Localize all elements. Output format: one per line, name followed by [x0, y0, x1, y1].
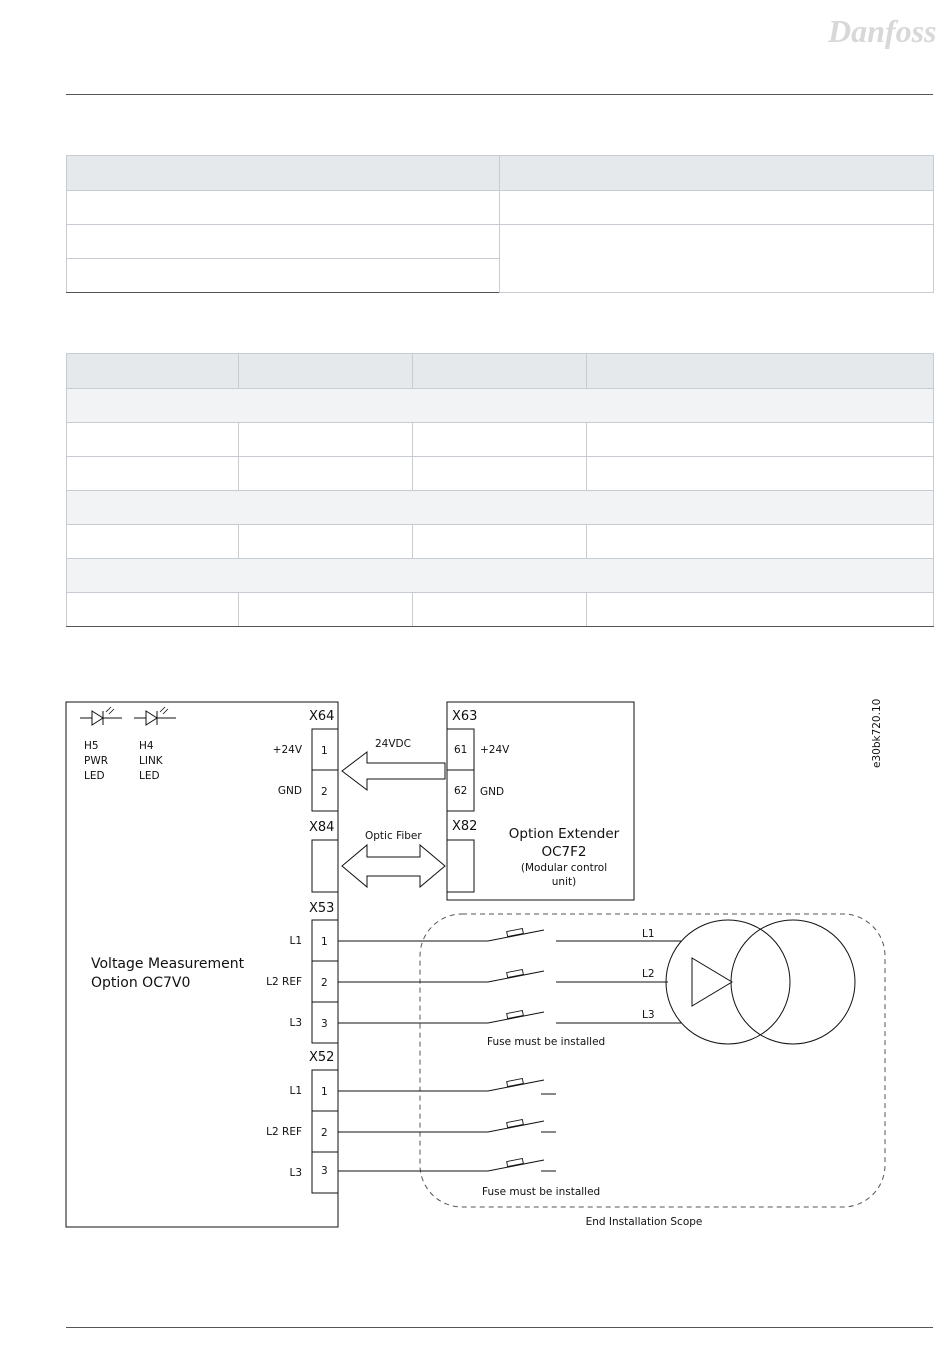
- x84-label: X84: [309, 820, 335, 835]
- x63-label: X63: [452, 709, 478, 724]
- x52-pin-2-signal: L2 REF: [266, 1126, 302, 1138]
- footer-rule: [66, 1327, 933, 1328]
- transformer-icon: [666, 920, 855, 1044]
- led-h5-id: H5: [84, 740, 99, 752]
- x52-pin-1-num: 1: [321, 1086, 328, 1098]
- x53-pin-1-signal: L1: [289, 935, 302, 947]
- x82-fiber-port: [447, 840, 474, 892]
- led-h4-kind: LED: [139, 770, 160, 782]
- led-h5-icon: [80, 707, 122, 725]
- transformer-line-l2: L2: [642, 968, 655, 980]
- scope-label: End Installation Scope: [585, 1216, 703, 1228]
- vm-module-title-line1: Voltage Measurement: [91, 956, 245, 972]
- optic-fiber-arrow-icon: [342, 845, 445, 887]
- x84-fiber-port: [312, 840, 338, 892]
- led-h4-id: H4: [139, 740, 154, 752]
- vm-module-title-line2: Option OC7V0: [91, 975, 191, 991]
- x53-pin-3-signal: L3: [289, 1017, 302, 1029]
- transformer-line-l3: L3: [642, 1009, 655, 1021]
- led-h5-kind: LED: [84, 770, 105, 782]
- x63-pin-61-signal: +24V: [480, 744, 510, 756]
- led-h4-name: LINK: [139, 755, 163, 767]
- x53-pin-2-signal: L2 REF: [266, 976, 302, 988]
- end-installation-scope: [420, 914, 885, 1207]
- extender-title-line1: Option Extender: [508, 826, 620, 842]
- x53-pin-1-num: 1: [321, 936, 328, 948]
- extender-title-line4: unit): [551, 876, 577, 888]
- power-arrow-label: 24VDC: [375, 738, 411, 750]
- x53-wiring: [338, 929, 681, 1023]
- extender-title-line3: (Modular control: [520, 862, 608, 874]
- x82-label: X82: [452, 819, 478, 834]
- x53-label: X53: [309, 901, 335, 916]
- led-h4-icon: [134, 707, 176, 725]
- x64-pin-1-signal: +24V: [272, 744, 302, 756]
- x52-pin-2-num: 2: [321, 1127, 328, 1139]
- x53-pin-2-num: 2: [321, 977, 328, 989]
- x64-label: X64: [309, 709, 335, 724]
- fuse-note-1: Fuse must be installed: [487, 1036, 606, 1048]
- x64-pin-2-num: 2: [321, 786, 328, 798]
- x63-pin-62-signal: GND: [480, 786, 505, 798]
- x52-pin-3-signal: L3: [289, 1167, 302, 1179]
- danfoss-logo: Danfoss: [828, 13, 937, 49]
- x53-pin-3-num: 3: [321, 1018, 328, 1030]
- x52-pin-3-num: 3: [321, 1165, 328, 1177]
- led-h5-name: PWR: [84, 755, 109, 767]
- fuse-note-2: Fuse must be installed: [482, 1186, 601, 1198]
- extender-title-line2: OC7F2: [541, 844, 587, 860]
- x64-pin-1-num: 1: [321, 745, 328, 757]
- x63-pin-61-num: 61: [454, 744, 468, 756]
- x52-label: X52: [309, 1050, 335, 1065]
- x52-pin-1-signal: L1: [289, 1085, 302, 1097]
- figure-id: e30bk720.10: [871, 698, 883, 768]
- power-arrow-icon: [342, 752, 445, 790]
- x63-pin-62-num: 62: [454, 785, 468, 797]
- x64-pin-2-signal: GND: [277, 785, 302, 797]
- transformer-line-l1: L1: [642, 928, 655, 940]
- x52-wiring: [338, 1079, 556, 1171]
- fiber-arrow-label: Optic Fiber: [365, 830, 422, 842]
